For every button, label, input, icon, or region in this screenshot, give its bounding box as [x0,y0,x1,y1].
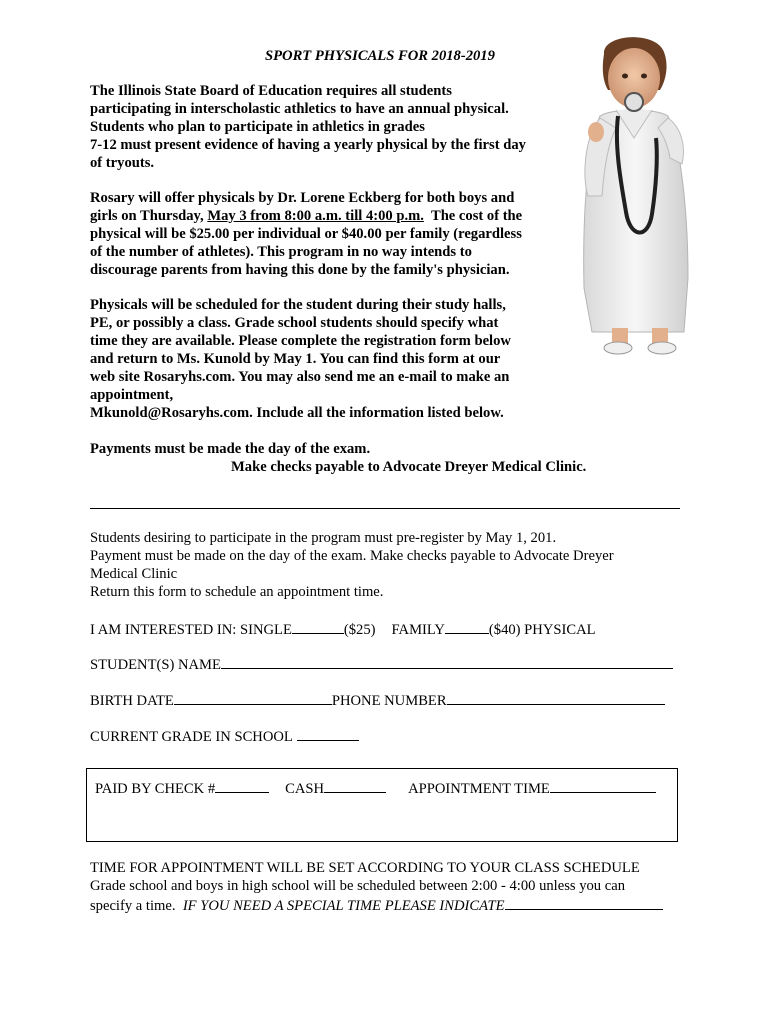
students-name-field[interactable] [221,654,673,669]
schedule-line-1: Physicals will be scheduled for the student during their study halls, [90,297,506,313]
checks-note: Make checks payable to Advocate Dreyer Medical Clinic. [231,459,587,475]
schedule-line-3: time they are available. Please complete the registration form below [90,333,511,349]
offer-line-5: discourage parents from having this done by the family's physician. [90,262,510,278]
grade-row [90,726,359,746]
exam-date: May 3 from 8:00 a.m. till 4:00 p.m. [207,208,424,224]
intro-line-4: 7-12 must present evidence of having a yearly physical by the first day [90,137,526,153]
single-price: ($25) [343,622,376,638]
schedule-line-7: Mkunold@Rosaryhs.com. Include all the information listed below. [90,405,504,421]
form-intro-line-4: Return this form to schedule an appointment time. [90,584,384,600]
footer-line-3-pre: specify a time. [90,898,183,914]
family-label: FAMILY [391,622,445,638]
interest-label: I AM INTERESTED IN: SINGLE [90,622,292,638]
schedule-line-2: PE, or possibly a class. Grade school students should specify what [90,315,499,331]
payment-box-row [95,778,656,798]
single-blank[interactable] [292,619,344,634]
phone-field[interactable] [447,690,665,705]
cash-field[interactable] [324,778,386,793]
schedule-line-5: web site Rosaryhs.com. You may also send me an e-mail to make an [90,369,510,385]
offer-line-2-pre: girls on Thursday, [90,208,208,224]
intro-line-5: of tryouts. [90,155,155,171]
footer-line-3 [90,895,663,915]
appointment-time-field[interactable] [550,778,656,793]
offer-line-2-post: The cost of the [423,208,523,224]
intro-line-1: The Illinois State Board of Education requires all students [90,83,452,99]
check-number-field[interactable] [215,778,269,793]
form-intro-line-2: Payment must be made on the day of the exam. Make checks payable to Advocate Dreyer [90,548,614,564]
schedule-line-6: appointment, [90,387,174,403]
cut-line-divider [90,508,680,509]
birth-date-field[interactable] [174,690,332,705]
payments-note: Payments must be made the day of the exam. [90,441,371,457]
family-price: ($40) PHYSICAL [488,622,596,638]
birth-phone-row [90,690,665,710]
special-time-note: IF YOU NEED A SPECIAL TIME PLEASE INDICATE [182,898,505,914]
phone-label: PHONE NUMBER [331,693,447,709]
page-title: SPORT PHYSICALS FOR 2018-2019 [265,48,495,64]
child-doctor-photo [560,28,708,358]
students-name-label: STUDENT(S) NAME [90,657,221,673]
offer-line-3: physical will be $25.00 per individual or $40.00 per family (regardless [90,226,522,242]
special-time-field[interactable] [505,895,663,910]
cash-label: CASH [285,781,325,797]
grade-field[interactable] [297,726,359,741]
offer-line-2 [90,207,522,225]
family-blank[interactable] [445,619,489,634]
check-label: PAID BY CHECK # [95,781,216,797]
form-intro-line-1: Students desiring to participate in the program must pre-register by May 1, 201. [90,530,557,546]
intro-line-3: Students who plan to participate in athletics in grades [90,119,425,135]
intro-line-2: participating in interscholastic athletics to have an annual physical. [90,101,509,117]
appointment-time-label: APPOINTMENT TIME [408,781,550,797]
footer-line-2: Grade school and boys in high school will be scheduled between 2:00 - 4:00 unless you can [90,878,625,894]
interest-row [90,619,596,639]
offer-line-1: Rosary will offer physicals by Dr. Lorene Eckberg for both boys and [90,190,515,206]
grade-label: CURRENT GRADE IN SCHOOL [90,729,293,745]
footer-line-1: TIME FOR APPOINTMENT WILL BE SET ACCORDING TO YOUR CLASS SCHEDULE [90,860,640,876]
birth-date-label: BIRTH DATE [90,693,174,709]
offer-line-4: of the number of athletes). This program in no way intends to [90,244,472,260]
form-intro-line-3: Medical Clinic [90,566,178,582]
students-name-row [90,654,673,674]
schedule-line-4: and return to Ms. Kunold by May 1. You can find this form at our [90,351,501,367]
